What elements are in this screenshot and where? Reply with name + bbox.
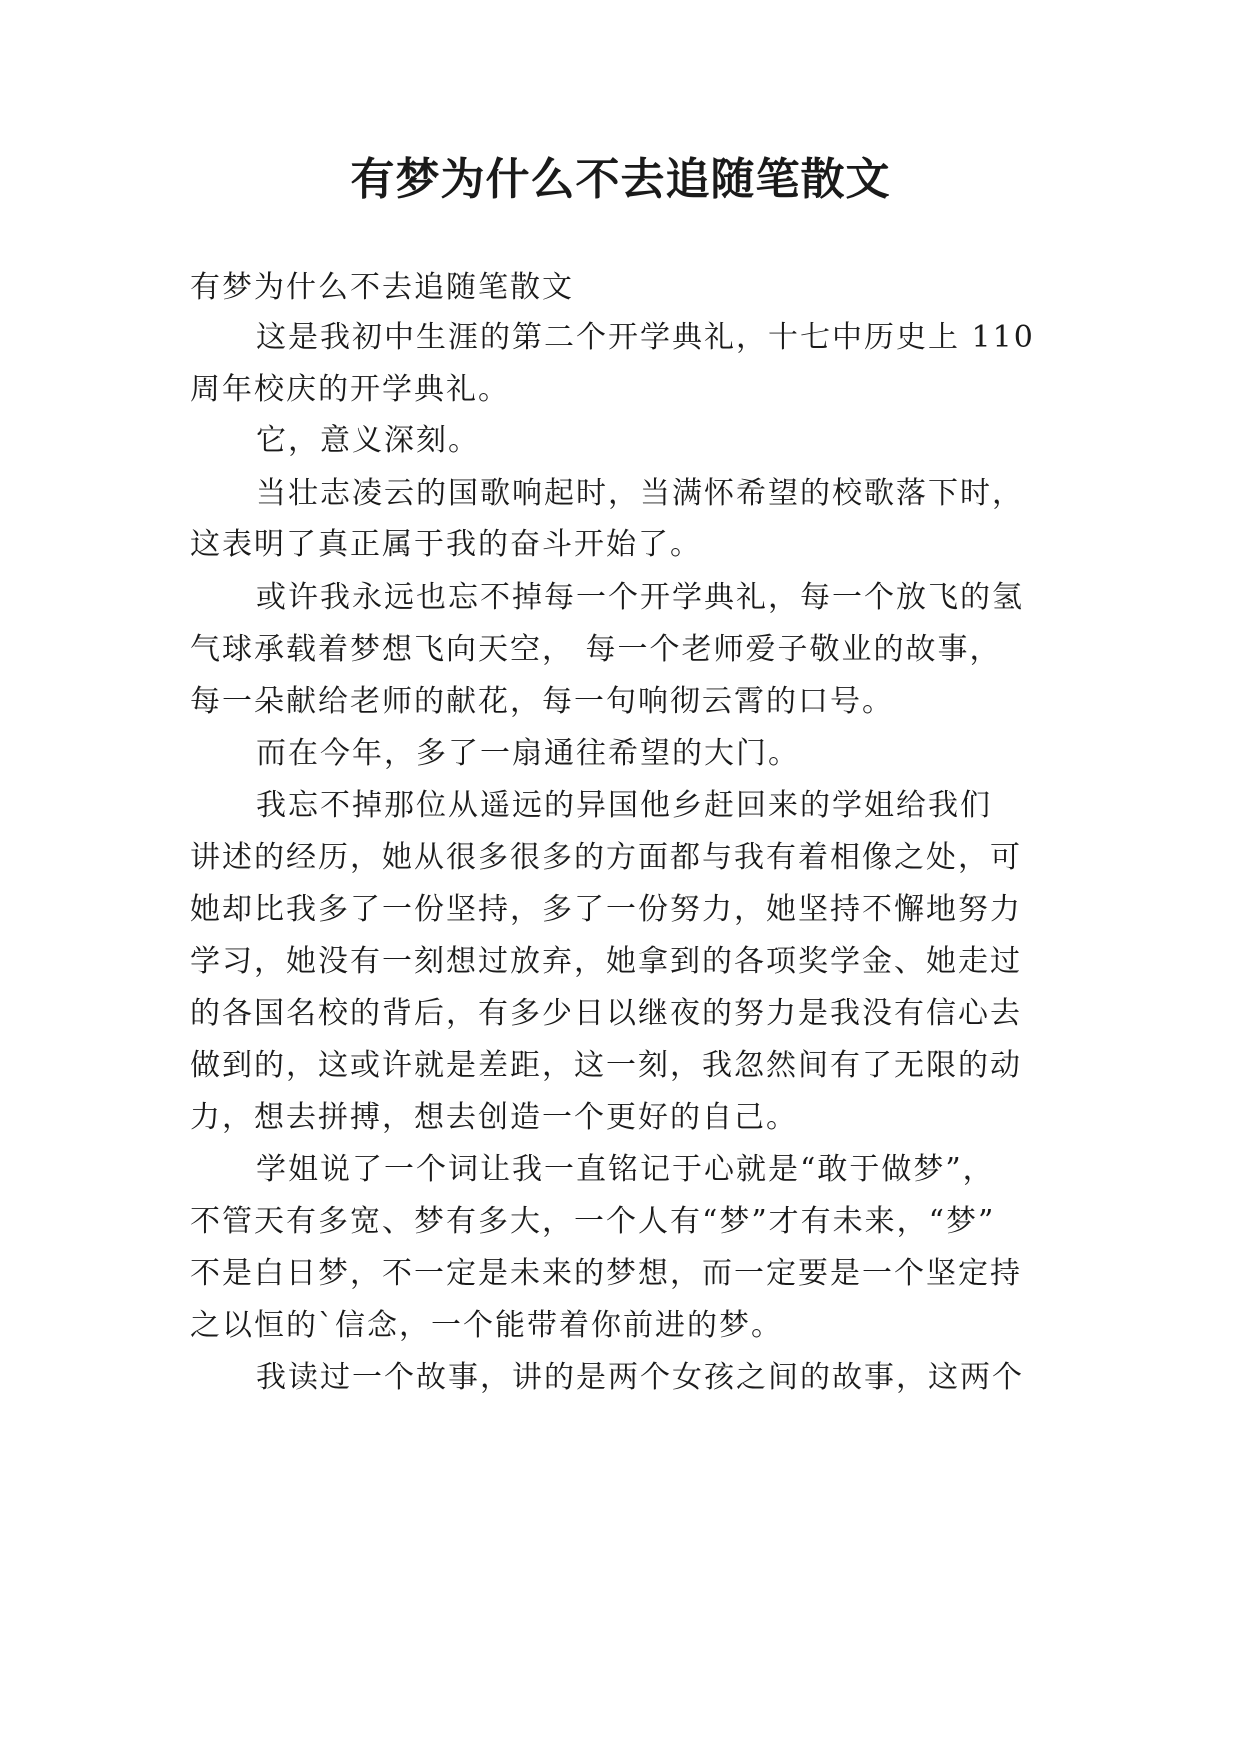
text-line: 之以恒的`信念，一个能带着你前进的梦。 (190, 1308, 783, 1343)
text-line: 它，意义深刻。 (256, 423, 480, 458)
page-title: 有梦为什么不去追随笔散文 (350, 154, 891, 205)
text-line: 我忘不掉那位从遥远的异国他乡赶回来的学姐给我们 (256, 788, 992, 823)
text-line: 力，想去拼搏，想去创造一个更好的自己。 (190, 1100, 798, 1135)
text-line: 这表明了真正属于我的奋斗开始了。 (190, 527, 702, 562)
text-line: 不管天有多宽、梦有多大，一个人有“梦”才有未来，“梦” (190, 1204, 996, 1239)
text-line: 讲述的经历，她从很多很多的方面都与我有着相像之处，可 (190, 840, 1022, 875)
text-line: 或许我永远也忘不掉每一个开学典礼，每一个放飞的氢 (256, 580, 1024, 615)
text-line: 而在今年，多了一扇通往希望的大门。 (256, 736, 800, 771)
text-line: 学姐说了一个词让我一直铭记于心就是“敢于做梦”， (256, 1152, 995, 1187)
text-line: 气球承载着梦想飞向天空， 每一个老师爱子敬业的故事， (190, 632, 1002, 667)
text-line: 每一朵献给老师的献花，每一句响彻云霄的口号。 (190, 684, 894, 719)
text-line: 的各国名校的背后，有多少日以继夜的努力是我没有信心去 (190, 996, 1022, 1031)
text-line: 她却比我多了一份坚持，多了一份努力，她坚持不懈地努力 (190, 892, 1022, 927)
text-line: 学习，她没有一刻想过放弃，她拿到的各项奖学金、她走过 (190, 944, 1022, 979)
text-line: 当壮志凌云的国歌响起时，当满怀希望的校歌落下时， (256, 476, 1024, 511)
text-line: 我读过一个故事，讲的是两个女孩之间的故事，这两个 (256, 1360, 1024, 1395)
text-line: 这是我初中生涯的第二个开学典礼，十七中历史上 110 (256, 320, 1035, 355)
text-line: 有梦为什么不去追随笔散文 (190, 270, 574, 305)
text-line: 不是白日梦，不一定是未来的梦想，而一定要是一个坚定持 (190, 1256, 1022, 1291)
text-line: 周年校庆的开学典礼。 (190, 372, 510, 407)
text-line: 做到的，这或许就是差距，这一刻，我忽然间有了无限的动 (190, 1048, 1022, 1083)
